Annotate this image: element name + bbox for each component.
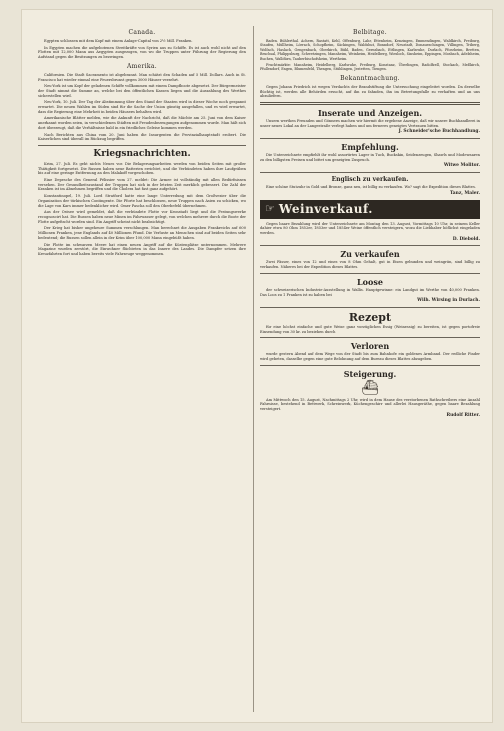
left-column	[38, 26, 246, 714]
ad-text: der schweizerischen Industrie-Ausstellung in Wallis. Hauptgewinne: ein Landgut im Werthe von 40,000 Franken. Das Loos zu 1 Franken ist zu haben bei	[260, 287, 480, 297]
notice-title: Bekanntmachung.	[340, 74, 400, 82]
wine-sale-banner	[260, 200, 480, 219]
section-title: Belbitage.	[353, 29, 387, 36]
ad-text: Eine schöne Stutzuhr in Gold und Bronze, ganz neu, ist billig zu verkaufen. Wo? sagt die Expedition dieses Blattes.	[266, 185, 476, 190]
hand-pointer-icon: ☞	[265, 202, 275, 216]
section-title: Amerika.	[127, 62, 157, 70]
right-column	[260, 26, 480, 714]
notice-paragraph: Gegen Johann Friedrich ist wegen Verdachts der Brandstiftung die Untersuchung eingeleitet worden. Da derselbe flüchtig ist, werden alle Behörden ersucht, auf ihn zu fahnden, ihn im Betretungsfalle zu verhaften und an uns abzuliefern.	[260, 84, 480, 99]
ad-rule	[260, 138, 480, 139]
ad-rule	[260, 337, 480, 338]
calendar-paragraph: Fruchtmärkte: Mannheim, Heidelberg, Karlsruhe, Freiburg, Konstanz, Überlingen, Radolfzell, Stockach, Meßkirch, Pfullendorf, Engen, Blumenfeld, Thengen, Stühlingen, Jestetten, Tiengen.	[260, 63, 480, 72]
banner-title: Weinverkauf.	[278, 201, 373, 216]
column-divider	[253, 26, 254, 712]
section-title: Canada.	[128, 29, 156, 36]
ad-text: Die Unterzeichnete empfiehlt ihr wohl assortirtes Lager in Tuch, Buckskin, Seidenzeugen, Shawls und Modewaaren zu den billigsten Preisen und bittet um geneigten Zuspruch.	[260, 153, 480, 162]
ship-icon: ⛴	[361, 379, 379, 396]
article-paragraph: Nach Berichten aus China vom 20. Juni haben die Insurgenten die Provinzialhauptstadt erobert. Die Kaiserlichen sind überall im Rückzug begriffen.	[38, 132, 246, 142]
ad-signature: Witwe Molitor.	[443, 163, 480, 169]
article-paragraph: In Egypten machen die aufgebotenen Streitkräfte von Syrien aus zu Schiffe. Es ist auch wohl nicht auf den Flotten mit 12,000 Mann aus Aegypten ausgezogen, von wo die Truppen unter Führung der Regierung den Aufstand gegen die Besitzungen zu bezwingen.	[38, 45, 246, 60]
ad-title: Loose	[357, 276, 383, 287]
ad-rule	[260, 172, 480, 173]
ad-signature: Wilh. Wirsing in Durlach.	[417, 298, 480, 304]
article-paragraph: Californien. Die Stadt Sacramento ist abgebrannt. Man schätzt den Schaden auf 5 Mill. Dollars. Auch in St. Francisco hat wieder einmal eine Feuersbrunst gegen 3000 Häuser verzehrt.	[38, 72, 246, 82]
ad-title: Inserate und Anzeigen.	[317, 107, 423, 118]
article-paragraph: Neu-York, 10. Juli. Der Tag der Abstimmung über den Stand der Staaten wird in dieser Woche noch gespannt erwartet. Die neuen Wahlen im Süden sind für die Sache der Union günstig ausgefallen, und es wird erwartet, dass die Regierung eine Mehrheit in beiden Häusern behalten wird.	[38, 100, 246, 114]
ad-title: Zu verkaufen	[340, 249, 400, 260]
ad-signature: D. Diebold.	[452, 236, 480, 242]
article-paragraph: Aus der Ostsee wird gemeldet, daß die verbündete Flotte vor Kronstadt liegt und die Festungswerke recognoscirt hat. Die Russen haben neue Minen im Fahrwasser gelegt, von welchen mehrere durch die Boote der Flotte aufgefischt worden sind. Ein Angriff scheint nicht beabsichtigt.	[38, 210, 246, 224]
article-paragraph: Die Flotte im schwarzen Meere hat einen neuen Angriff auf die Küstenplätze unternommen. Mehrere Magazine wurden zerstört, die Einwohner flüchteten in das Innere des Landes. Die Dampfer setzen ihre Kreuzfahrten fort und haben bereits viele Fahrzeuge weggenommen.	[38, 242, 246, 256]
article-paragraph: Neu-York ist um Kopf der geladenen Schiffe vollkommen mit einem Dampfboote abgesetzt. Der Bürgermeister der Stadt nimmt die Summe an, welche bei den öffentlichen Kassen liegen und die Auszahlung des Werthes sicherstellen wird.	[38, 84, 246, 98]
ad-signature: Tanz, Maler.	[449, 190, 480, 196]
article-paragraph: Der Krieg hat bisher ungeheure Summen verschlungen. Man berechnet die Ausgaben Frankreichs auf 600 Millionen Franken, jene Englands auf 40 Millionen Pfund. Die Verluste an Menschen sind auf beiden Seiten sehr bedeutend; die Russen sollen allein in der Krim über 100,000 Mann eingebüßt haben.	[38, 226, 246, 240]
ad-rule	[260, 273, 480, 274]
ad-text: Zwei Fässer, eines von 12 und eines von 8 Ohm Gehalt, gut in Eisen gebunden und weingrün, sind billig zu verkaufen. Näheres bei der Expedition dieses Blattes.	[260, 260, 480, 270]
article-paragraph: Konstantinopel, 19. Juli. Lord Stratford hatte eine lange Unterredung mit dem Großvezier über die Organisation der türkischen Contingente. Die Pforte hat beschlossen, neue Truppen nach Asien zu schicken, wo die Lage von Kars immer bedenklicher wird. Omer Pascha soll den Oberbefehl übernehmen.	[38, 194, 246, 208]
ad-title: Rezept	[348, 310, 392, 324]
ad-text: Gegen baare Bezahlung wird der Unterzeichnete am Montag den 13. August, Vormittags 10 Uhr, in seinem Keller dahier etwa 80 Ohm 1852er, 1853er und 1854er Weine öffentlich versteigern, wozu die Liebhaber höflichst eingeladen werden.	[260, 221, 480, 235]
ad-signature: Rudolf Ritter.	[446, 412, 480, 418]
article-paragraph: Egypten schlossen mit dem Kopf mit einem Anlage-Capital von 2½ Mill. Franken.	[44, 39, 193, 43]
ad-title: Steigerung.	[343, 368, 397, 379]
newspaper-page	[22, 10, 492, 722]
ad-rule	[260, 245, 480, 246]
ad-rule	[260, 307, 480, 308]
ad-text: Am Mittwoch den 15. August, Nachmittags 2 Uhr, wird in dem Hause des verstorbenen Rathschreibers eine Anzahl Fahrnisse, bestehend in Bettwerk, Schreinwerk, Küchengeschirr und allerlei Hausgeräthe, gegen baare Bezahlung versteigert.	[260, 397, 480, 412]
ad-text: wurde gestern Abend auf dem Wege von der Stadt bis zum Bahnhofe ein goldenes Armband. Der redliche Finder wird gebeten, dasselbe gegen eine gute Belohnung auf dem Bureau dieses Blattes abzugeben.	[260, 352, 480, 362]
section-rule	[38, 145, 246, 146]
calendar-paragraph: Baden. Bühlerthal. Achern, Rastatt, Kehl, Offenburg, Lahr, Ettenheim, Kenzingen, Emmendingen, Waldkirch, Freiburg, Staufen, Müllheim, Lörrach, Schopfheim, Säckingen, Waldshut, Bonndorf, Neustadt, Donaueschingen, Villingen, Triberg, Wolfach, Haslach, Gengenbach, Oberkirch, Bühl, Baden, Gernsbach, Ettlingen, Karlsruhe, Durlach, Pforzheim, Bretten, Bruchsal, Philippsburg, Schwetzingen, Mannheim, Weinheim, Heidelberg, Wiesloch, Sinsheim, Eppingen, Mosbach, Adelsheim, Buchen, Walldürn, Tauberbischofsheim, Wertheim.	[260, 39, 480, 61]
ad-title: Verloren	[350, 341, 390, 352]
war-news-title: Kriegsnachrichten.	[93, 148, 191, 159]
ad-text: für eine höchst einfache und gute Weise ganz vorzüglichen Essig (Weinessig) zu bereiten, ist gegen portofreie Einsendung von 30 kr. zu beziehen durch	[260, 324, 480, 334]
ad-title: Englisch zu verkaufen.	[331, 176, 409, 184]
article-paragraph: Eine Depesche des General Pélissier vom 27. meldet: Die Armee ist vollständig mit allen Bedürfnissen versehen. Der Gesundheitszustand der Truppen hat sich in der letzten Zeit merklich gebessert. Die Zahl der Kranken ist im Abnehmen begriffen und die Cholera hat fast ganz aufgehört.	[38, 178, 246, 192]
section-rule	[260, 102, 480, 105]
ad-title: Empfehlung.	[341, 142, 399, 153]
ad-signature: J. Schneider'sche Buchhandlung.	[398, 129, 480, 135]
article-paragraph: Krim, 27. Juli. Es geht nichts Neues vor. Die Belagerungsarbeiten werden von beiden Seiten mit großer Thätigkeit fortgesetzt. Die Russen haben neue Batterien errichtet, und die Verbündeten haben ihre Laufgräben bis auf eine geringe Entfernung an den Malakoff vorgeschoben.	[38, 161, 246, 176]
ad-rule	[260, 365, 480, 366]
article-paragraph: Amerikanische Blätter melden, wie die Ankunft der Nachricht, daß die Mächte am 25. Juni von dem Kaiser anerkannt worden seien, in verschiedenen Städten mit Freudenbezeugungen aufgenommen wurde. Man hält sich dort überzeugt, daß die Verhältnisse bald in ein friedliches Geleise kommen werden.	[38, 116, 246, 130]
ad-text: Unsern werthen Freunden und Gönnern machen wir hiermit die ergebene Anzeige, daß wir unsere Buchhandlerei in unser neues Lokal an der Langestraße verlegt haben und um ferneres geneigtes Vertrauen bitten.	[260, 118, 480, 128]
